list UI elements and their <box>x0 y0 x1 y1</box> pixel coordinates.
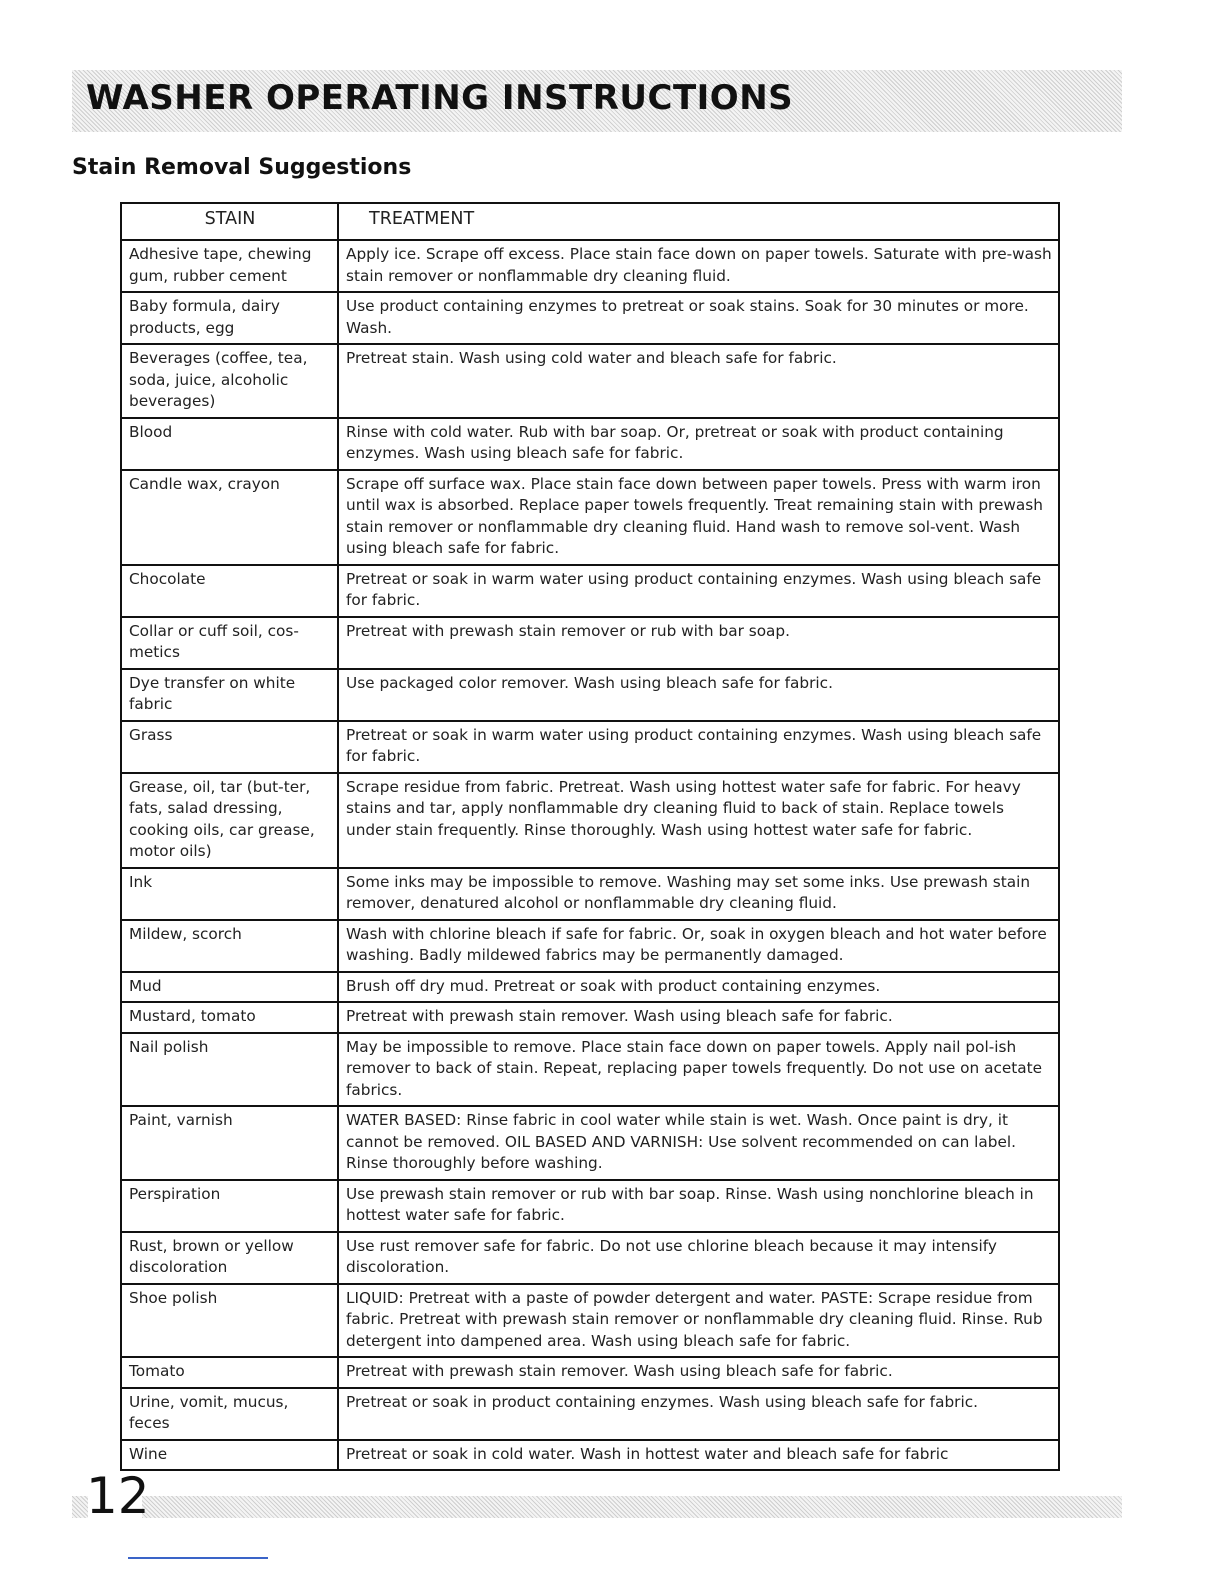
treatment-cell: Use rust remover safe for fabric. Do not use chlorine bleach because it may intensify discoloration. <box>338 1232 1059 1284</box>
table-row <box>121 617 1059 669</box>
stain-cell: Grease, oil, tar (but-ter, fats, salad dressing, cooking oils, car grease, motor oils) <box>121 773 338 868</box>
stain-cell: Grass <box>121 721 338 773</box>
stain-cell: Collar or cuff soil, cos-metics <box>121 617 338 669</box>
section-title: Stain Removal Suggestions <box>72 155 412 180</box>
stain-cell: Adhesive tape, chewing gum, rubber cement <box>121 240 338 292</box>
page-number: 12 <box>86 1467 150 1525</box>
table-row <box>121 418 1059 470</box>
table-row <box>121 1106 1059 1180</box>
table-row <box>121 292 1059 344</box>
table-row <box>121 1388 1059 1440</box>
stain-cell: Mildew, scorch <box>121 920 338 972</box>
stain-cell: Wine <box>121 1440 338 1471</box>
stain-cell: Baby formula, dairy products, egg <box>121 292 338 344</box>
table-header-row <box>121 203 1059 240</box>
treatment-cell: Pretreat stain. Wash using cold water and bleach safe for fabric. <box>338 344 1059 418</box>
stain-cell: Candle wax, crayon <box>121 470 338 565</box>
treatment-cell: Wash with chlorine bleach if safe for fabric. Or, soak in oxygen bleach and hot water before washing. Badly mildewed fabrics may be permanently damaged. <box>338 920 1059 972</box>
stain-cell: Shoe polish <box>121 1284 338 1358</box>
footer-divider-line <box>128 1557 268 1559</box>
stain-cell: Chocolate <box>121 565 338 617</box>
treatment-cell: Pretreat or soak in cold water. Wash in hottest water and bleach safe for fabric <box>338 1440 1059 1471</box>
stain-cell: Mustard, tomato <box>121 1002 338 1033</box>
table-row <box>121 470 1059 565</box>
footer-pattern-bar <box>142 1496 1122 1518</box>
treatment-cell: Some inks may be impossible to remove. Washing may set some inks. Use prewash stain remover, denatured alcohol or nonflammable dry cleaning fluid. <box>338 868 1059 920</box>
stain-cell: Ink <box>121 868 338 920</box>
stain-cell: Blood <box>121 418 338 470</box>
treatment-cell: Use product containing enzymes to pretreat or soak stains. Soak for 30 minutes or more. Wash. <box>338 292 1059 344</box>
table-row <box>121 669 1059 721</box>
table-row <box>121 344 1059 418</box>
table-row <box>121 1440 1059 1471</box>
treatment-cell: Pretreat with prewash stain remover. Wash using bleach safe for fabric. <box>338 1002 1059 1033</box>
treatment-cell: Brush off dry mud. Pretreat or soak with product containing enzymes. <box>338 972 1059 1003</box>
table-row <box>121 972 1059 1003</box>
stain-cell: Beverages (coffee, tea, soda, juice, alcoholic beverages) <box>121 344 338 418</box>
page-header-title: WASHER OPERATING INSTRUCTIONS <box>86 78 794 118</box>
table-row <box>121 1033 1059 1107</box>
table-row <box>121 1284 1059 1358</box>
stain-cell: Nail polish <box>121 1033 338 1107</box>
treatment-cell: Pretreat or soak in warm water using product containing enzymes. Wash using bleach safe for fabric. <box>338 565 1059 617</box>
treatment-cell: Apply ice. Scrape off excess. Place stain face down on paper towels. Saturate with pre-wash stain remover or nonflammable dry cleaning fluid. <box>338 240 1059 292</box>
treatment-cell: Use packaged color remover. Wash using bleach safe for fabric. <box>338 669 1059 721</box>
table-row <box>121 1357 1059 1388</box>
stain-cell: Paint, varnish <box>121 1106 338 1180</box>
treatment-cell: Use prewash stain remover or rub with bar soap. Rinse. Wash using nonchlorine bleach in hottest water safe for fabric. <box>338 1180 1059 1232</box>
table-row <box>121 1232 1059 1284</box>
column-header-treatment: TREATMENT <box>338 203 1059 240</box>
table-row <box>121 1002 1059 1033</box>
treatment-cell: Rinse with cold water. Rub with bar soap. Or, pretreat or soak with product containing enzymes. Wash using bleach safe for fabric. <box>338 418 1059 470</box>
header-banner <box>72 70 1122 132</box>
treatment-cell: Pretreat or soak in warm water using product containing enzymes. Wash using bleach safe for fabric. <box>338 721 1059 773</box>
treatment-cell: Scrape off surface wax. Place stain face down between paper towels. Press with warm iron until wax is absorbed. Replace paper towels frequently. Treat remaining stain with prewash stain remover or nonflammable dry cleaning fluid. Hand wash to remove sol-vent. Wash using bleach safe for fabric. <box>338 470 1059 565</box>
table-body <box>121 240 1059 1470</box>
stain-cell: Perspiration <box>121 1180 338 1232</box>
treatment-cell: WATER BASED: Rinse fabric in cool water while stain is wet. Wash. Once paint is dry, it cannot be removed. OIL BASED AND VARNISH: Use solvent recommended on can label. Rinse thoroughly before washing. <box>338 1106 1059 1180</box>
table-row <box>121 773 1059 868</box>
table-row <box>121 1180 1059 1232</box>
table-row <box>121 240 1059 292</box>
table-row <box>121 565 1059 617</box>
stain-cell: Rust, brown or yellow discoloration <box>121 1232 338 1284</box>
table-row <box>121 721 1059 773</box>
stain-cell: Dye transfer on white fabric <box>121 669 338 721</box>
treatment-cell: Pretreat or soak in product containing enzymes. Wash using bleach safe for fabric. <box>338 1388 1059 1440</box>
treatment-cell: LIQUID: Pretreat with a paste of powder detergent and water. PASTE: Scrape residue from fabric. Pretreat with prewash stain remover or nonflammable dry cleaning fluid. Rinse. Rub detergent into dampened area. Wash using bleach safe for fabric. <box>338 1284 1059 1358</box>
stain-cell: Tomato <box>121 1357 338 1388</box>
table-row <box>121 868 1059 920</box>
treatment-cell: Scrape residue from fabric. Pretreat. Wash using hottest water safe for fabric. For heavy stains and tar, apply nonflammable dry cleaning fluid to back of stain. Replace towels under stain frequently. Rinse thoroughly. Wash using hottest water safe for fabric. <box>338 773 1059 868</box>
treatment-cell: May be impossible to remove. Place stain face down on paper towels. Apply nail pol-ish remover to back of stain. Repeat, replacing paper towels frequently. Do not use on acetate fabrics. <box>338 1033 1059 1107</box>
treatment-cell: Pretreat with prewash stain remover. Wash using bleach safe for fabric. <box>338 1357 1059 1388</box>
stain-cell: Mud <box>121 972 338 1003</box>
stain-removal-table <box>120 202 1060 1471</box>
column-header-stain: STAIN <box>121 203 338 240</box>
table-row <box>121 920 1059 972</box>
treatment-cell: Pretreat with prewash stain remover or rub with bar soap. <box>338 617 1059 669</box>
stain-cell: Urine, vomit, mucus, feces <box>121 1388 338 1440</box>
